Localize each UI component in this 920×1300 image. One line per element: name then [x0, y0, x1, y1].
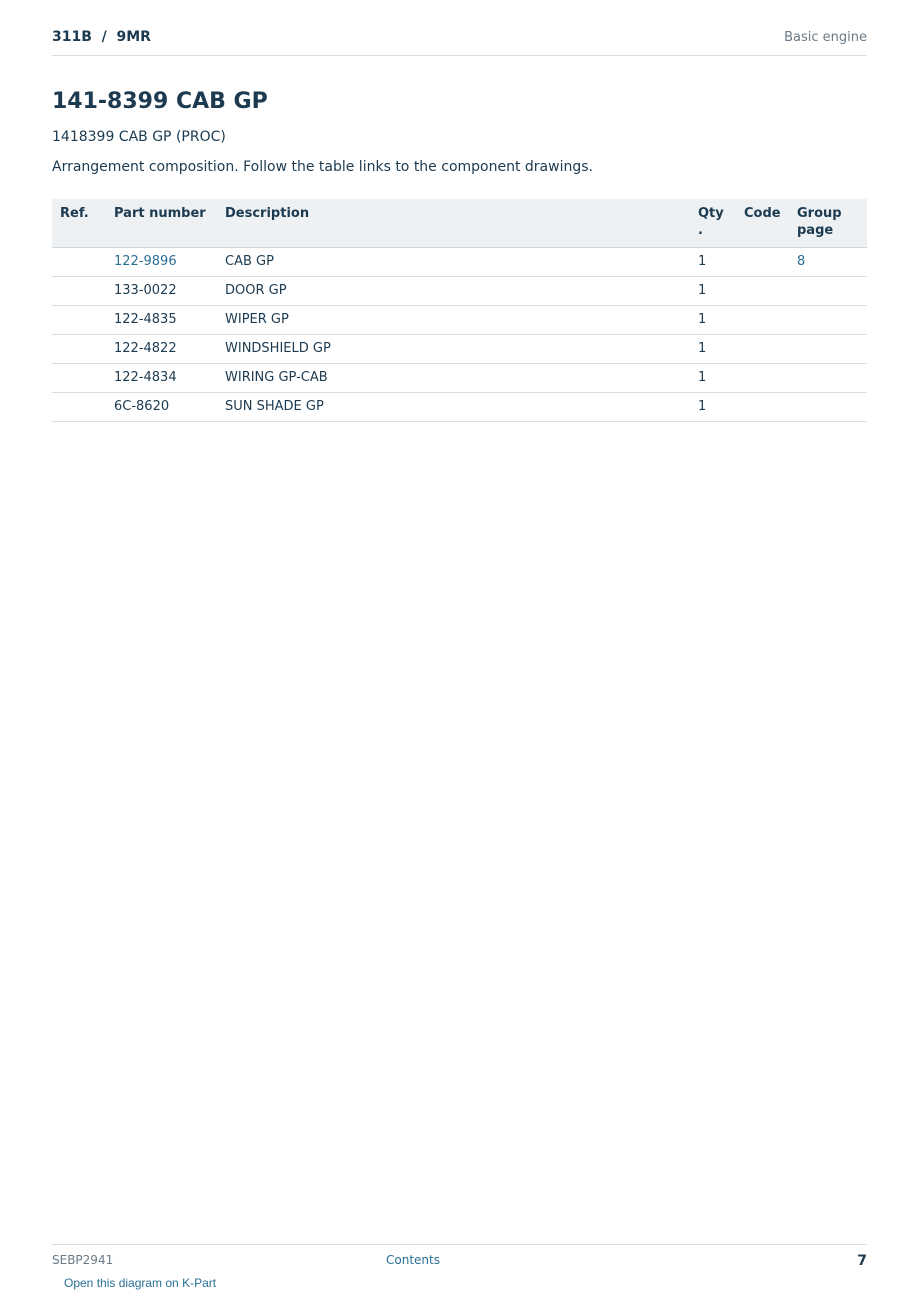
cell-description: CAB GP [217, 248, 690, 277]
cell-ref [52, 393, 106, 422]
page-subtitle: 1418399 CAB GP (PROC) [52, 129, 226, 145]
header-group-page [789, 199, 867, 248]
cell-group-page [789, 335, 867, 364]
cell-part-number: 122-4822 [106, 335, 217, 364]
cell-ref [52, 248, 106, 277]
header-code: Code [736, 199, 789, 248]
cell-group-page [789, 364, 867, 393]
cell-group-page [789, 393, 867, 422]
cell-description: WIPER GP [217, 306, 690, 335]
table-row [52, 306, 867, 335]
page-header [52, 28, 867, 56]
group-page-link[interactable]: 8 [789, 248, 867, 277]
table-row [52, 393, 867, 422]
page-number: 7 [857, 1253, 867, 1269]
cell-qty: 1 [690, 393, 736, 422]
cell-code [736, 248, 789, 277]
document-id: SEBP2941 [52, 1253, 114, 1267]
table-row [52, 335, 867, 364]
table-row [52, 364, 867, 393]
cell-ref [52, 364, 106, 393]
part-number-link[interactable]: 122-9896 [106, 248, 217, 277]
table-header-row [52, 199, 867, 248]
parts-table [52, 199, 867, 422]
cell-part-number: 122-4835 [106, 306, 217, 335]
cell-qty: 1 [690, 277, 736, 306]
cell-group-page [789, 277, 867, 306]
cell-code [736, 277, 789, 306]
cell-ref [52, 306, 106, 335]
cell-code [736, 306, 789, 335]
cell-qty: 1 [690, 248, 736, 277]
cell-code [736, 364, 789, 393]
cell-description: WIRING GP-CAB [217, 364, 690, 393]
intro-text: Arrangement composition. Follow the table links to the component drawings. [52, 159, 593, 175]
model-label: 311B / 9MR [52, 29, 151, 45]
table-row [52, 248, 867, 277]
cell-part-number: 122-4834 [106, 364, 217, 393]
cell-qty: 1 [690, 335, 736, 364]
cell-description: SUN SHADE GP [217, 393, 690, 422]
contents-link[interactable]: Contents [386, 1253, 440, 1267]
page-footer [52, 1244, 867, 1269]
cell-group-page [789, 306, 867, 335]
cell-ref [52, 335, 106, 364]
header-qty [690, 199, 736, 248]
open-in-kpart-link[interactable]: Open this diagram on K-Part [64, 1276, 217, 1290]
cell-ref [52, 277, 106, 306]
cell-part-number: 6C-8620 [106, 393, 217, 422]
cell-code [736, 393, 789, 422]
cell-description: DOOR GP [217, 277, 690, 306]
header-part-number: Part number [106, 199, 217, 248]
cell-code [736, 335, 789, 364]
page-title: 141-8399 CAB GP [52, 89, 268, 114]
header-qty-label: Qty . [698, 206, 724, 238]
cell-description: WINDSHIELD GP [217, 335, 690, 364]
cell-qty: 1 [690, 306, 736, 335]
cell-qty: 1 [690, 364, 736, 393]
header-ref: Ref. [52, 199, 106, 248]
table-row [52, 277, 867, 306]
header-group-page-label: Group page [797, 206, 842, 238]
cell-part-number: 133-0022 [106, 277, 217, 306]
header-description: Description [217, 199, 690, 248]
section-label: Basic engine [784, 30, 867, 45]
